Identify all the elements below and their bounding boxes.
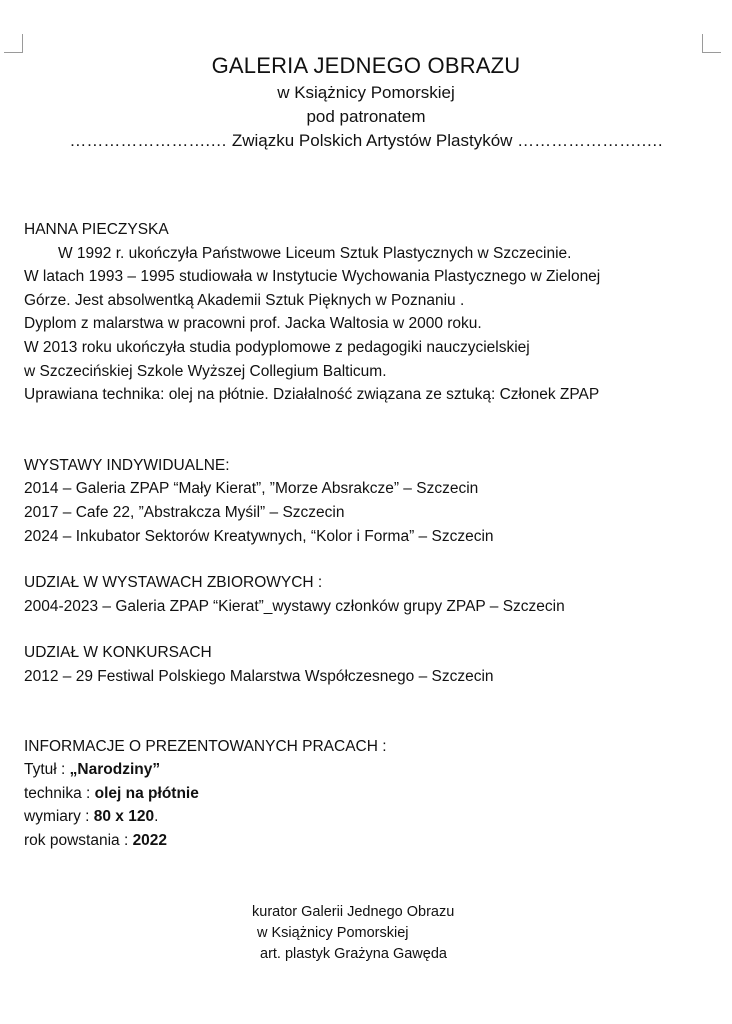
work-title-value: „Narodziny” [69, 761, 161, 779]
bio-line: W 2013 roku ukończyła studia podyplomowe z pedagogiki nauczycielskiej [24, 338, 530, 356]
solo-exhibition-item: 2014 – Galeria ZPAP “Mały Kierat”, ”Morze Absrakcze” – Szczecin [24, 480, 479, 498]
solo-exhibitions-heading: WYSTAWY INDYWIDUALNE: [24, 456, 230, 474]
work-title-row [24, 758, 714, 782]
group-exhibition-item: 2004-2023 – Galeria ZPAP “Kierat”_wystawy członków grupy ZPAP – Szczecin [24, 597, 565, 615]
work-year-label: rok powstania : [24, 831, 133, 849]
solo-exhibition-item: 2017 – Cafe 22, ”Abstrakcza Myśil” – Szczecin [24, 503, 345, 521]
bio-line: W latach 1993 – 1995 studiowała w Instytucie Wychowania Plastycznego w Zielonej [24, 268, 601, 286]
artist-name: HANNA PIECZYSKA [24, 221, 169, 238]
work-size-label: wymiary : [24, 808, 94, 826]
spacer [24, 407, 714, 454]
header-line-3: …………………….… Związku Polskich Artystów Plastyków ………………….…. [69, 131, 663, 150]
spacer [24, 618, 714, 641]
solo-exhibition-item: 2024 – Inkubator Sektorów Kreatywnych, “Kolor i Forma” – Szczecin [24, 527, 494, 545]
bio-line: w Szczecińskiej Szkole Wyższej Collegium Balticum. [24, 362, 387, 380]
gallery-title: GALERIA JEDNEGO OBRAZU [211, 53, 521, 78]
bio-line: W 1992 r. ukończyła Państwowe Liceum Sztuk Plastycznych w Szczecinie. [58, 244, 572, 262]
document-header [0, 51, 732, 153]
footer-line-2: w Książnicy Pomorskiej [257, 925, 409, 941]
spacer [24, 548, 714, 571]
work-title-label: Tytuł : [24, 761, 70, 779]
work-size-suffix: . [154, 808, 159, 826]
work-size-row [24, 805, 714, 829]
work-technique-label: technika : [24, 784, 95, 802]
group-exhibitions-heading: UDZIAŁ W WYSTAWACH ZBIOROWYCH : [24, 574, 323, 592]
document-body [24, 218, 714, 852]
bio-line: Uprawiana technika: olej na płótnie. Działalność związana ze sztuką: Członek ZPAP [24, 386, 600, 404]
work-size-value: 80 x 120 [93, 808, 155, 826]
header-line-2: pod patronatem [306, 107, 426, 126]
spacer [24, 689, 714, 735]
work-technique-value: olej na płótnie [94, 784, 199, 802]
works-info-heading: INFORMACJE O PREZENTOWANYCH PRACACH : [24, 737, 387, 755]
contest-item: 2012 – 29 Festiwal Polskiego Malarstwa Współczesnego – Szczecin [24, 667, 494, 685]
header-line-1: w Książnicy Pomorskiej [277, 83, 455, 102]
contests-heading: UDZIAŁ W KONKURSACH [24, 644, 212, 662]
work-technique-row [24, 782, 714, 806]
footer-line-1: kurator Galerii Jednego Obrazu [252, 904, 455, 920]
bio-line: Górze. Jest absolwentką Akademii Sztuk Pięknych w Poznaniu . [24, 291, 465, 309]
curator-signature [252, 902, 454, 965]
work-year-value: 2022 [132, 831, 168, 849]
footer-line-3: art. plastyk Grażyna Gawęda [260, 946, 447, 962]
work-year-row [24, 829, 714, 853]
bio-line: Dyplom z malarstwa w pracowni prof. Jacka Waltosia w 2000 roku. [24, 315, 482, 333]
